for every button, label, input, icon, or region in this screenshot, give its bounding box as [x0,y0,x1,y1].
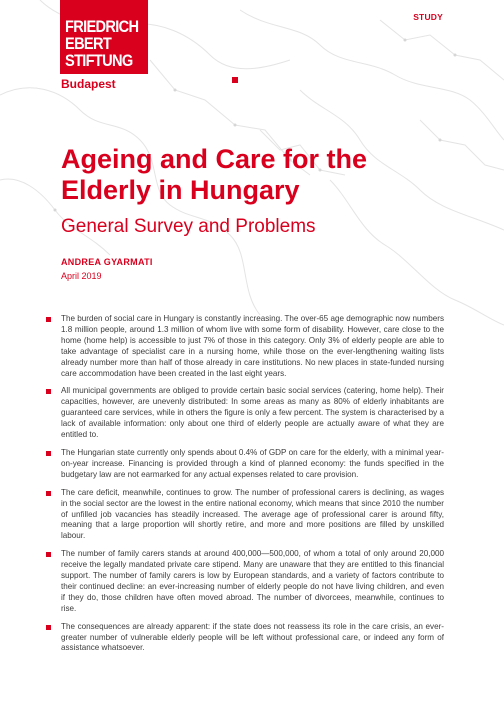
fes-logo [60,0,148,74]
logo-line-3: STIFTUNG [65,51,133,70]
document-subtitle: General Survey and Problems [61,216,316,237]
key-point-text: The care deficit, meanwhile, continues to grow. The number of professional carers is declining, as wages in the social sector are the lowest in the entire national economy, which means that since 2010 the number of unfilled job vacancies has steadily increased. The average age of professional carer is around fifty, meaning that a large proportion will shortly retire, and more and more positions are filled by unskilled labour. [61,487,444,541]
document-type-label: STUDY [413,12,443,22]
logo-line-2: EBERT [65,34,112,53]
author-name: ANDREA GYARMATI [61,257,153,267]
key-point-text: The consequences are already apparent: if the state does not reassess its role in the care crisis, an ever-greater number of vulnerable elderly people will be left without professional care, or indeed any form of assistance whatsoever. [61,621,444,653]
key-point [46,549,444,614]
red-square-bullet-icon [46,491,51,496]
key-point-text: The burden of social care in Hungary is constantly increasing. The over-65 age demographic now numbers 1.8 million people, around 1.3 million of whom live with some form of disability. However, care close to the home (home help) is accessible to just 7% of those in this category. Only 3% of elderly people are able to take advantage of specialist care in a nursing home, while those on the ever-lengthening waiting lists already number more than half of those already in care institutions. No new places in state-funded nursing care accommodation have been created in the last eight years. [61,314,444,378]
document-title: Ageing and Care for the Elderly in Hungary [61,144,368,205]
key-point [46,448,444,481]
publication-date: April 2019 [61,271,102,281]
key-point [46,488,444,543]
key-point-text: All municipal governments are obliged to provide certain basic social services (catering, home help). Their capacities, however, are unevenly distributed: In some areas as many as 80% of elderly inhabitants are guaranteed care services, while in others the figure is only a few percent. The system is characterised by a lack of available information: only about one third of elderly people are actually aware of what they are entitled to. [61,386,444,440]
red-square-bullet-icon [46,451,51,456]
key-points-list [46,314,444,661]
key-point [46,386,444,441]
key-point-text: The Hungarian state currently only spends about 0.4% of GDP on care for the elderly, with a minimal year-on-year increase. Financing is provided through a kind of planned economy: the funds specified in the budgetary law are not earmarked for any actual expenses related to care provision. [61,447,444,479]
red-square-bullet-icon [46,625,51,630]
red-square-marker-icon [232,77,238,83]
key-point [46,314,444,379]
red-square-bullet-icon [46,552,51,557]
logo-line-1: FRIEDRICH [65,17,139,36]
key-point-text: The number of family carers stands at around 400,000—500,000, of whom a total of only around 20,000 receive the legally mandated private care stipend. Many are unaware that they are entitled to this financial support. The number of family carers is low by European standards, and a variety of factors contribute to their continued decline: an ever-increasing number of elderly people do not have living children, and even if they do, those children have often moved abroad. The number of divorcees, meanwhile, continues to rise. [61,549,444,613]
key-point [46,622,444,655]
office-city: Budapest [61,77,116,91]
red-square-bullet-icon [46,389,51,394]
red-square-bullet-icon [46,317,51,322]
